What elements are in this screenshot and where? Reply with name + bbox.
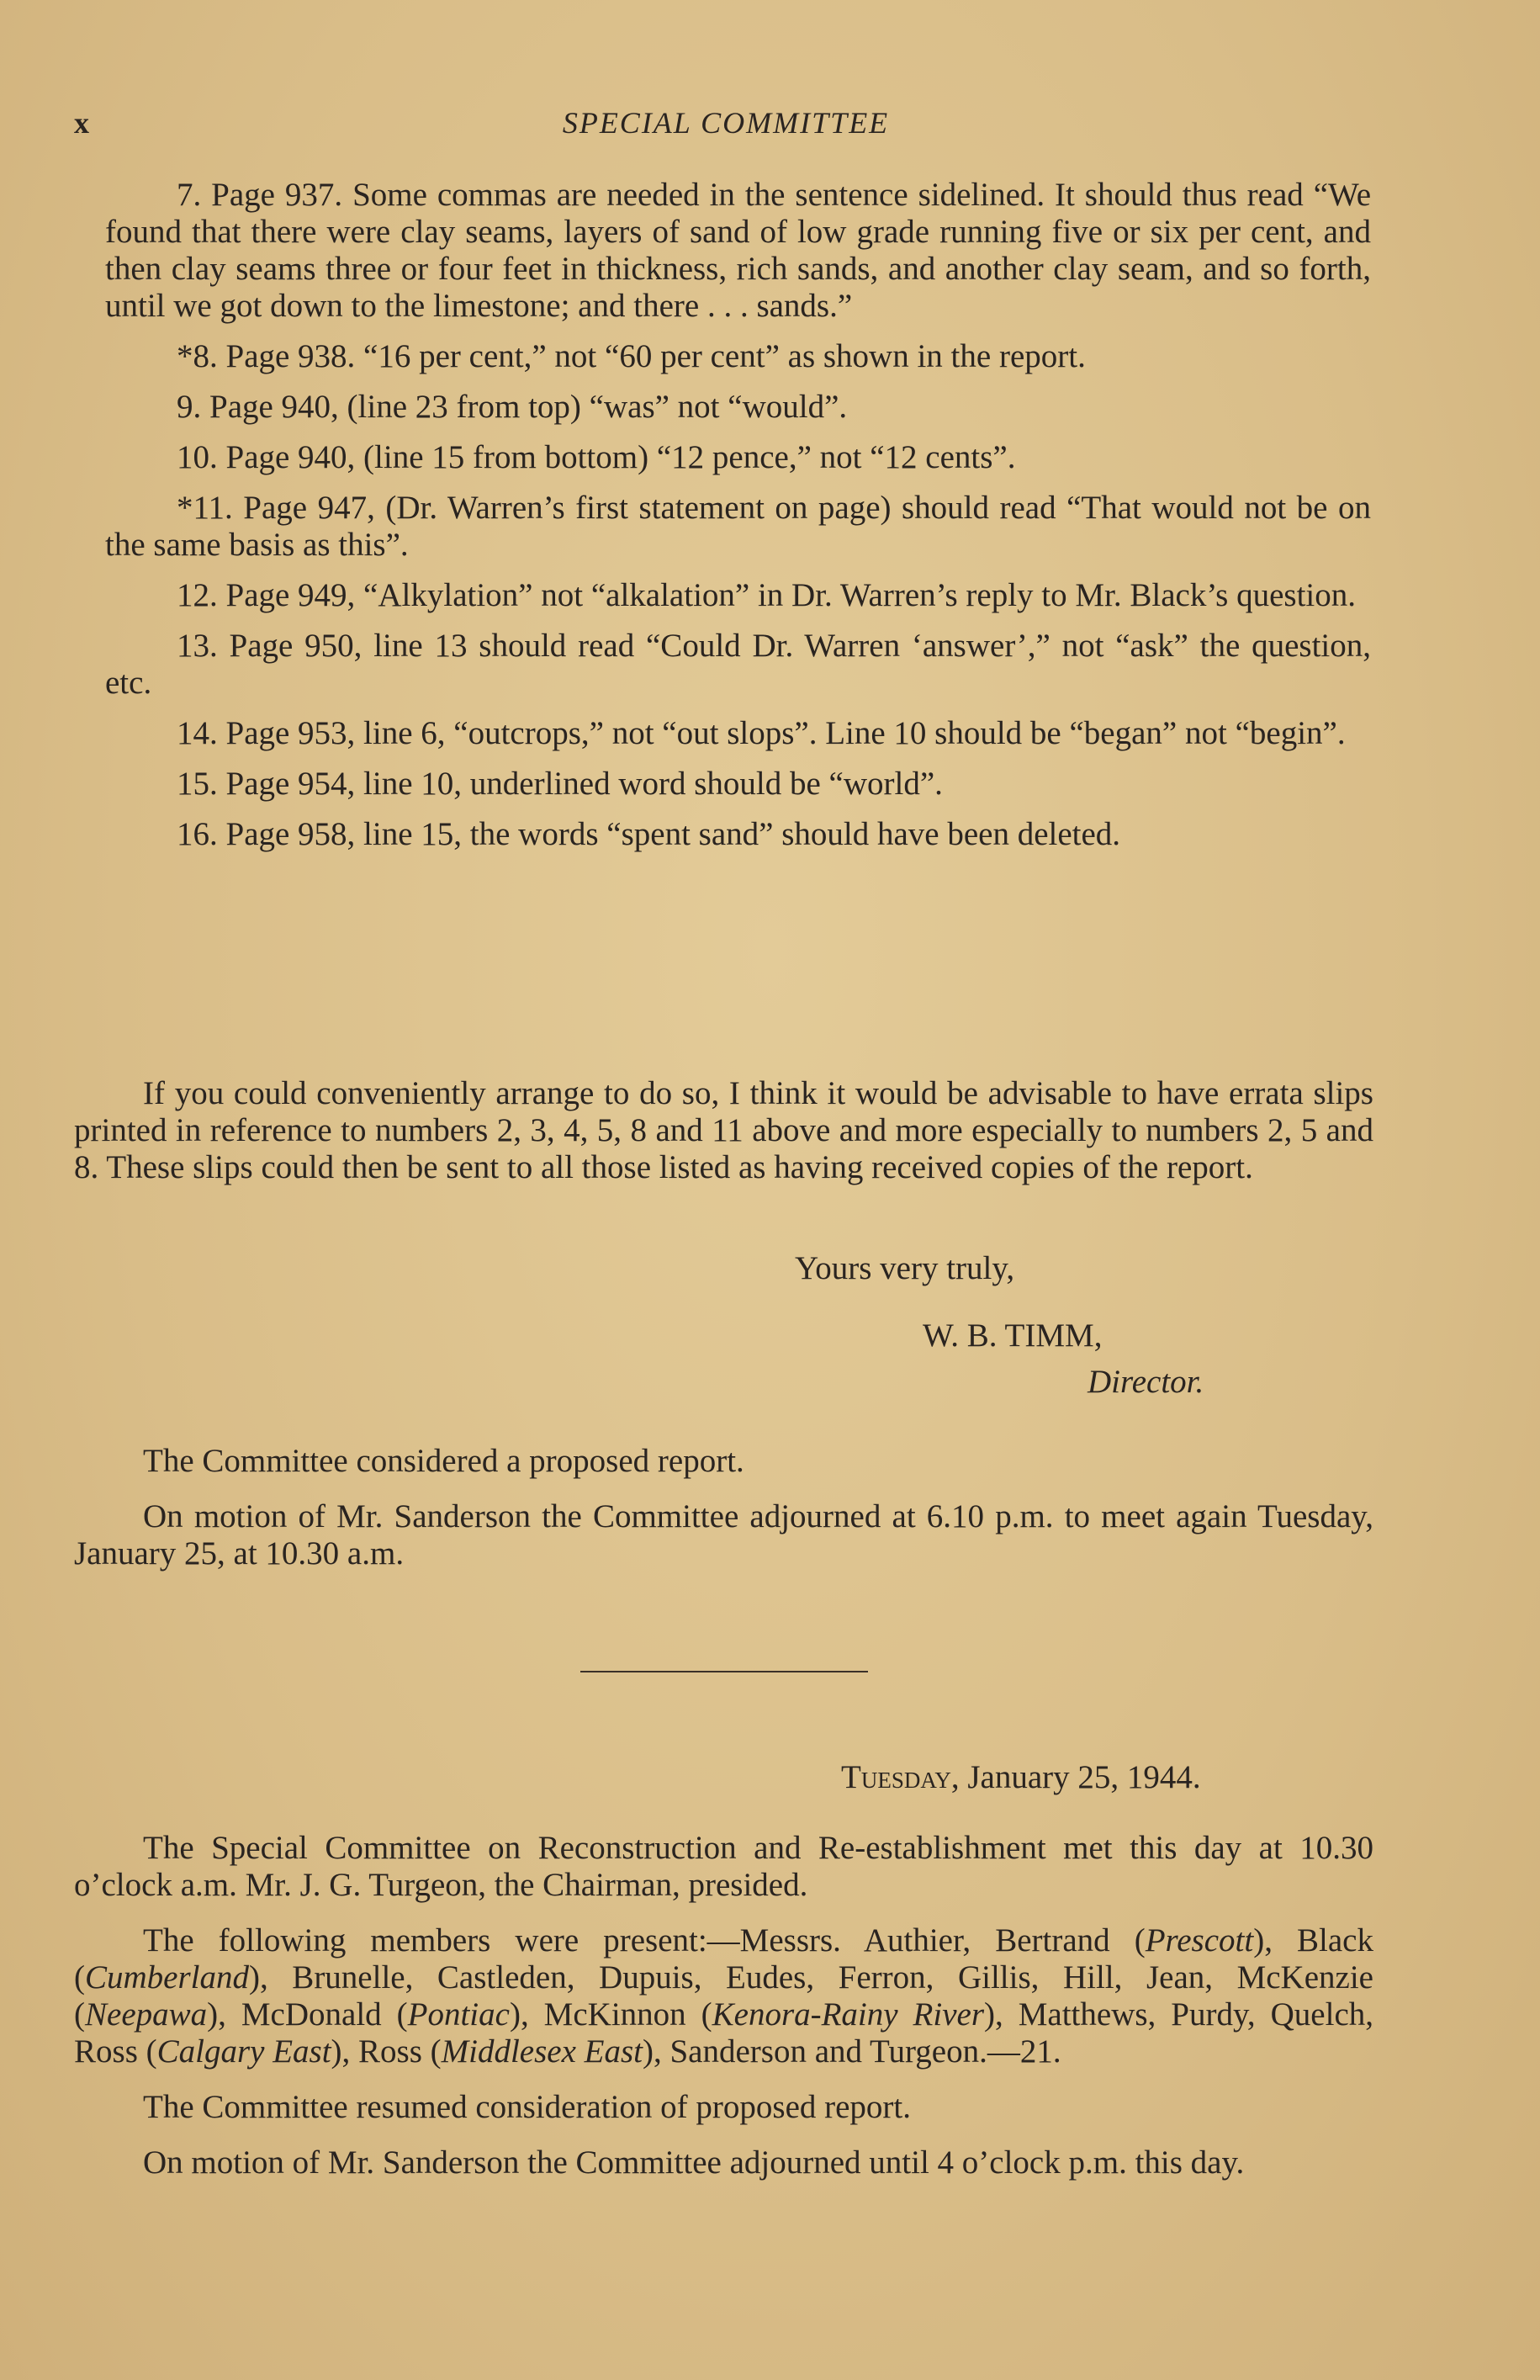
minutes-evening bbox=[74, 1443, 1373, 1591]
running-title: SPECIAL COMMITTEE bbox=[562, 106, 890, 140]
errata-item: 16. Page 958, line 15, the words “spent sand” should have been deleted. bbox=[177, 816, 1121, 852]
errata-item: 7. Page 937. Some commas are needed in the sentence sidelined. It should thus read “We found that there were clay seams, layers of sand of low grade running five or six per cent, and then clay seams three or four feet in thickness, rich sands, and another clay seam, and so forth, until we got down to the limestone; and there . . . sands.” bbox=[105, 177, 1371, 324]
errata-list bbox=[105, 177, 1371, 867]
session-day: Tuesday, bbox=[841, 1759, 960, 1795]
page-header bbox=[74, 105, 1378, 147]
constituency: Pontiac bbox=[407, 1996, 510, 2033]
session-date-text: January 25, 1944. bbox=[967, 1759, 1201, 1795]
errata-item: 10. Page 940, (line 15 from bottom) “12 pence,” not “12 cents”. bbox=[177, 439, 1016, 475]
committee-considered: The Committee considered a proposed report. bbox=[143, 1443, 744, 1479]
minutes-morning bbox=[74, 1830, 1373, 2200]
constituency: Calgary East bbox=[156, 2033, 331, 2070]
salutation: Yours very truly, bbox=[795, 1250, 1015, 1286]
letter-closing bbox=[74, 1075, 1373, 1205]
constituency: Middlesex East bbox=[441, 2033, 643, 2070]
signatory-title: Director. bbox=[1088, 1364, 1204, 1400]
page-number: x bbox=[74, 106, 89, 140]
errata-item: *8. Page 938. “16 per cent,” not “60 per cent” as shown in the report. bbox=[177, 338, 1086, 374]
signatory: W. B. TIMM, bbox=[923, 1317, 1103, 1354]
errata-item: 13. Page 950, line 13 should read “Could Dr. Warren ‘answer’,” not “ask” the question, etc. bbox=[105, 628, 1371, 701]
members-present bbox=[74, 1922, 1373, 2070]
present-text: ), Matthews, Purdy, Quelch, Ross ( bbox=[74, 1996, 1374, 2070]
session-date bbox=[841, 1758, 1201, 1796]
present-text: The following members were present:—Messrs. Authier, Bertrand ( bbox=[143, 1922, 1146, 1959]
present-text: ), Ross ( bbox=[331, 2033, 442, 2070]
section-divider bbox=[580, 1671, 868, 1672]
present-text: ), Black ( bbox=[74, 1922, 1373, 1996]
errata-item: 14. Page 953, line 6, “outcrops,” not “out slops”. Line 10 should be “began” not “begin”. bbox=[177, 715, 1346, 751]
constituency: Kenora-Rainy River bbox=[712, 1996, 985, 2033]
closing-paragraph: If you could conveniently arrange to do so, I think it would be advisable to have errata slips printed in reference to numbers 2, 3, 4, 5, 8 and 11 above and more especially to numbers 2, 5 and 8. These slips could then be sent to all those listed as having received copies of the report. bbox=[74, 1075, 1373, 1185]
present-text: ), McDonald ( bbox=[207, 1996, 408, 2033]
adjournment-morning: On motion of Mr. Sanderson the Committee adjourned until 4 o’clock p.m. this day. bbox=[143, 2144, 1245, 2181]
present-text: ), Sanderson and Turgeon.—21. bbox=[642, 2033, 1061, 2070]
committee-resumed: The Committee resumed consideration of proposed report. bbox=[143, 2089, 911, 2125]
adjournment-evening: On motion of Mr. Sanderson the Committee adjourned at 6.10 p.m. to meet again Tuesday, January 25, at 10.30 a.m. bbox=[74, 1498, 1373, 1572]
errata-item: 12. Page 949, “Alkylation” not “alkalation” in Dr. Warren’s reply to Mr. Black’s question. bbox=[177, 577, 1357, 613]
present-text: ), Brunelle, Castleden, Dupuis, Eudes, Ferron, Gillis, Hill, Jean, McKenzie ( bbox=[74, 1959, 1373, 2033]
constituency: Cumberland bbox=[85, 1959, 249, 1996]
committee-met: The Special Committee on Reconstruction and Re-establishment met this day at 10.30 o’clock a.m. Mr. J. G. Turgeon, the Chairman, presided. bbox=[74, 1830, 1373, 1903]
errata-item: 15. Page 954, line 10, underlined word should be “world”. bbox=[177, 766, 943, 802]
constituency: Neepawa bbox=[85, 1996, 208, 2033]
errata-item: 9. Page 940, (line 23 from top) “was” not “would”. bbox=[177, 389, 848, 425]
constituency: Prescott bbox=[1145, 1922, 1254, 1959]
present-text: ), McKinnon ( bbox=[509, 1996, 712, 2033]
errata-item: *11. Page 947, (Dr. Warren’s first statement on page) should read “That would not be on the same basis as this”. bbox=[105, 490, 1371, 563]
